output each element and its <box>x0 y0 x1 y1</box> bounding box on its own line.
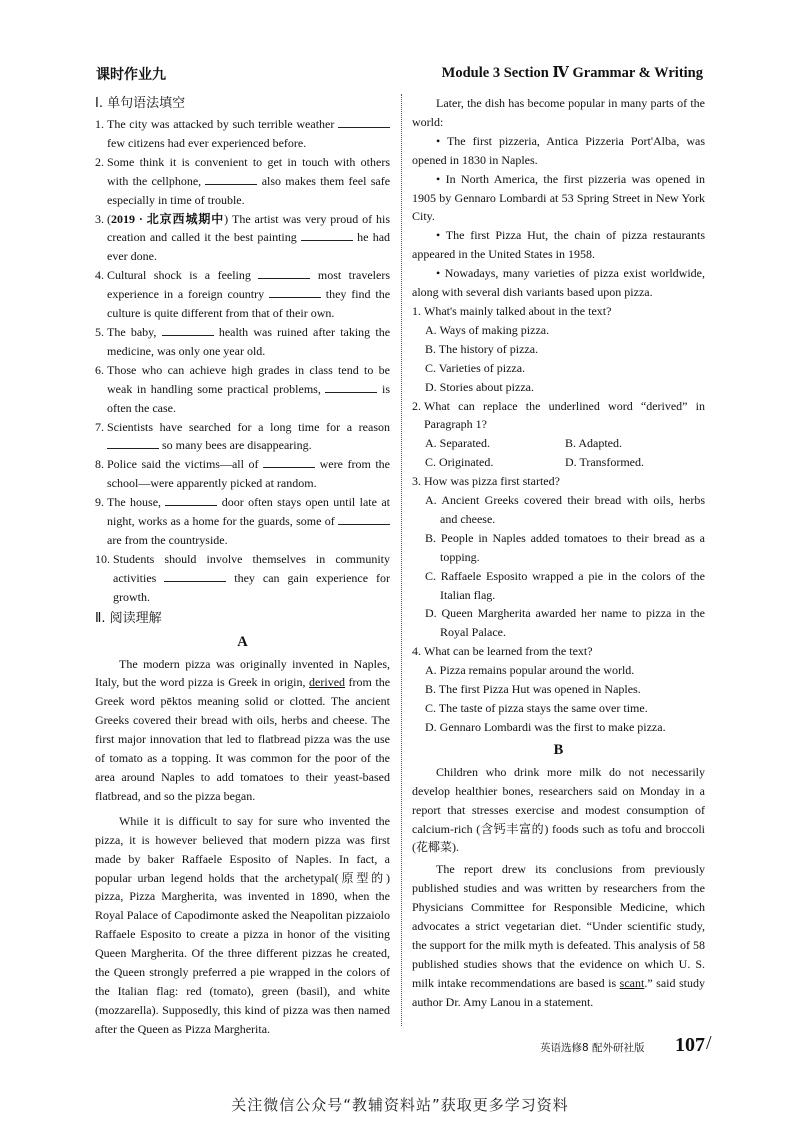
answer-blank[interactable] <box>107 436 159 449</box>
left-column <box>95 94 390 1039</box>
option[interactable]: D. Gennaro Lombardi was the first to make pizza. <box>425 719 666 734</box>
answer-blank[interactable] <box>162 323 214 336</box>
bullet-item: • The first Pizza Hut, the chain of pizza restaurants appeared in the United States in 1958. <box>412 228 705 262</box>
option[interactable]: B. People in Naples added tomatoes to their bread as a topping. <box>425 530 705 564</box>
grammar-item-5: 5. The baby, health was ruined after taking the medicine, was only one year old. <box>95 324 391 358</box>
passage-a-paragraph-2: While it is difficult to say for sure who invented the pizza, it is however believed that modern pizza was first made by baker Raffaele Esposito of Naples. In fact, a popular urban legend holds that the archetypal(原型的) pizza, Pizza Margherita, was invented in 1890, when the Royal Palace of Capodimonte asked the Neapolitan pizzaiolo Raffaele Esposito to create a pizza in honor of the visiting Queen Margherita. Of the three different pizzas he created, the Queen strongly preferred a pie wrapped in the colors of the Italian flag: red (tomato), green (basil), and white (mozzarella). Supposedly, this kind of pizza was then named after the Queen as Pizza Margherita. <box>95 813 390 1036</box>
option[interactable]: B. Adapted. <box>565 436 622 451</box>
grammar-item-7: 7. Scientists have searched for a long time for a reason so many bees are disappearing. <box>95 419 390 453</box>
option[interactable]: D. Stories about pizza. <box>425 379 534 394</box>
underlined-word-derived: derived <box>309 675 346 690</box>
option[interactable]: A. Ways of making pizza. <box>425 322 550 337</box>
grammar-item-9: 9. The house, door often stays open until late at night, works as a home for the guards, some of are from the countryside. <box>95 495 390 547</box>
passage-a-paragraph-1: The modern pizza was originally invented in Naples, Italy, but the word pizza is Greek in origin, derived from the Greek word pēktos meaning solid or clotted. The ancient Greeks covered their bread with oils, herbs and cheese. The first major innovation that led to flatbread pizza was the use of tomato as a topping. It was common for the poor of the area around Naples to add tomatoes to their yeast-based flatbread, and so the pizza began. <box>95 656 391 803</box>
option[interactable]: D. Queen Margherita awarded her name to pizza in the Royal Palace. <box>425 606 705 640</box>
passage-b-paragraph-2: The report drew its conclusions from previously published studies and was written by researchers from the Physicians Committee for Responsible Medicine, which advocates a strict vegetarian diet. “Under scientific study, the support for the milk myth is defeated. This analysis of 58 published studies shows that the evidence on which U. S. milk intake recommendations are based is scant.” said study author Dr. Amy Lanou in a statement. <box>412 862 706 1009</box>
right-column <box>412 94 705 1012</box>
answer-blank[interactable] <box>325 380 377 393</box>
bullet-item: • Nowadays, many varieties of pizza exist worldwide, along with several dish variants based upon pizza. <box>412 266 705 300</box>
answer-blank[interactable] <box>269 285 321 298</box>
grammar-item-4: 4. Cultural shock is a feeling most travelers experience in a foreign country they find the culture is quite different from that of their own. <box>95 268 391 321</box>
column-divider <box>401 94 402 1026</box>
option[interactable]: D. Transformed. <box>565 455 645 470</box>
option[interactable]: B. The first Pizza Hut was opened in Naples. <box>425 682 641 697</box>
question-1: 1. What's mainly talked about in the text? <box>412 303 612 318</box>
bullet-item: • The first pizzeria, Antica Pizzeria Port'Alba, was opened in 1830 in Naples. <box>412 133 705 167</box>
answer-blank[interactable] <box>263 455 315 468</box>
option-row <box>412 453 705 472</box>
grammar-item-6: 6. Those who can achieve high grades in class tend to be weak in handling some practical problems, is often the case. <box>95 362 390 415</box>
grammar-item-8: 8. Police said the victims—all of were from the school—were apparently picked at random. <box>95 457 390 491</box>
option[interactable]: C. The taste of pizza stays the same over time. <box>425 701 648 715</box>
option[interactable]: B. The history of pizza. <box>425 341 539 356</box>
bullet-item: • In North America, the first pizzeria was opened in 1905 by Gennaro Lombardi at 53 Spring Street in New York City. <box>412 171 705 224</box>
passage-b-paragraph-1: Children who drink more milk do not necessarily develop healthier bones, researchers said on Monday in a report that stresses exercise and modest consumption of calcium-rich (含钙丰富的) foods such as tofu and broccoli (花椰菜). <box>412 764 705 855</box>
underlined-word-scant: scant <box>619 975 645 990</box>
page-number: 107 <box>675 1034 705 1056</box>
answer-blank[interactable] <box>165 493 217 506</box>
answer-blank[interactable] <box>338 512 390 525</box>
grammar-item-1: 1. The city was attacked by such terrible weather few citizens had ever experienced before. <box>95 115 390 153</box>
option[interactable]: A. Separated. <box>425 436 490 451</box>
option[interactable]: A. Pizza remains popular around the world. <box>425 663 635 678</box>
section1-title: Ⅰ. 单句语法填空 <box>95 96 186 111</box>
header-module: Module 3 Section Ⅳ Grammar & Writing <box>441 65 703 81</box>
passage-a-heading: A <box>237 633 248 650</box>
page-slash-ornament: / <box>706 1032 712 1054</box>
grammar-item-3: 3. (2019 · 北京西城期中) The artist was very proud of his creation and called it the best painting he had ever done. <box>95 211 391 264</box>
wechat-notice: 关注微信公众号“教辅资料站”获取更多学习资料 <box>231 1096 569 1114</box>
option[interactable]: C. Raffaele Esposito wrapped a pie in the colors of the Italian flag. <box>425 568 705 602</box>
answer-blank[interactable] <box>205 172 257 185</box>
answer-blank[interactable] <box>301 228 353 241</box>
section2-title: Ⅱ. 阅读理解 <box>95 610 162 626</box>
grammar-item-2: 2. Some think it is convenient to get in touch with others with the cellphone, also makes them feel safe especially in time of trouble. <box>95 154 391 207</box>
header-title: 课时作业九 <box>96 67 166 83</box>
option[interactable]: A. Ancient Greeks covered their bread with oils, herbs and cheese. <box>425 493 705 526</box>
answer-blank[interactable] <box>338 115 390 128</box>
passage-b-heading: B <box>553 741 564 758</box>
answer-blank[interactable] <box>258 266 310 279</box>
option[interactable]: C. Originated. <box>425 455 494 470</box>
question-3: 3. How was pizza first started? <box>412 474 560 489</box>
grammar-item-10: 10. Students should involve themselves in community activities they can gain experience for growth. <box>95 551 391 604</box>
option-row <box>412 434 705 453</box>
question-2: 2. What can replace the underlined word “derived” in Paragraph 1? <box>412 398 705 432</box>
passage-a-paragraph-3: Later, the dish has become popular in many parts of the world: <box>412 96 705 129</box>
book-label: 英语选修8 配外研社版 <box>540 1042 645 1054</box>
question-4: 4. What can be learned from the text? <box>412 644 593 659</box>
source-tag: 2019 · 北京西城期中 <box>111 211 225 226</box>
answer-blank[interactable] <box>164 569 226 582</box>
option[interactable]: C. Varieties of pizza. <box>425 360 526 375</box>
